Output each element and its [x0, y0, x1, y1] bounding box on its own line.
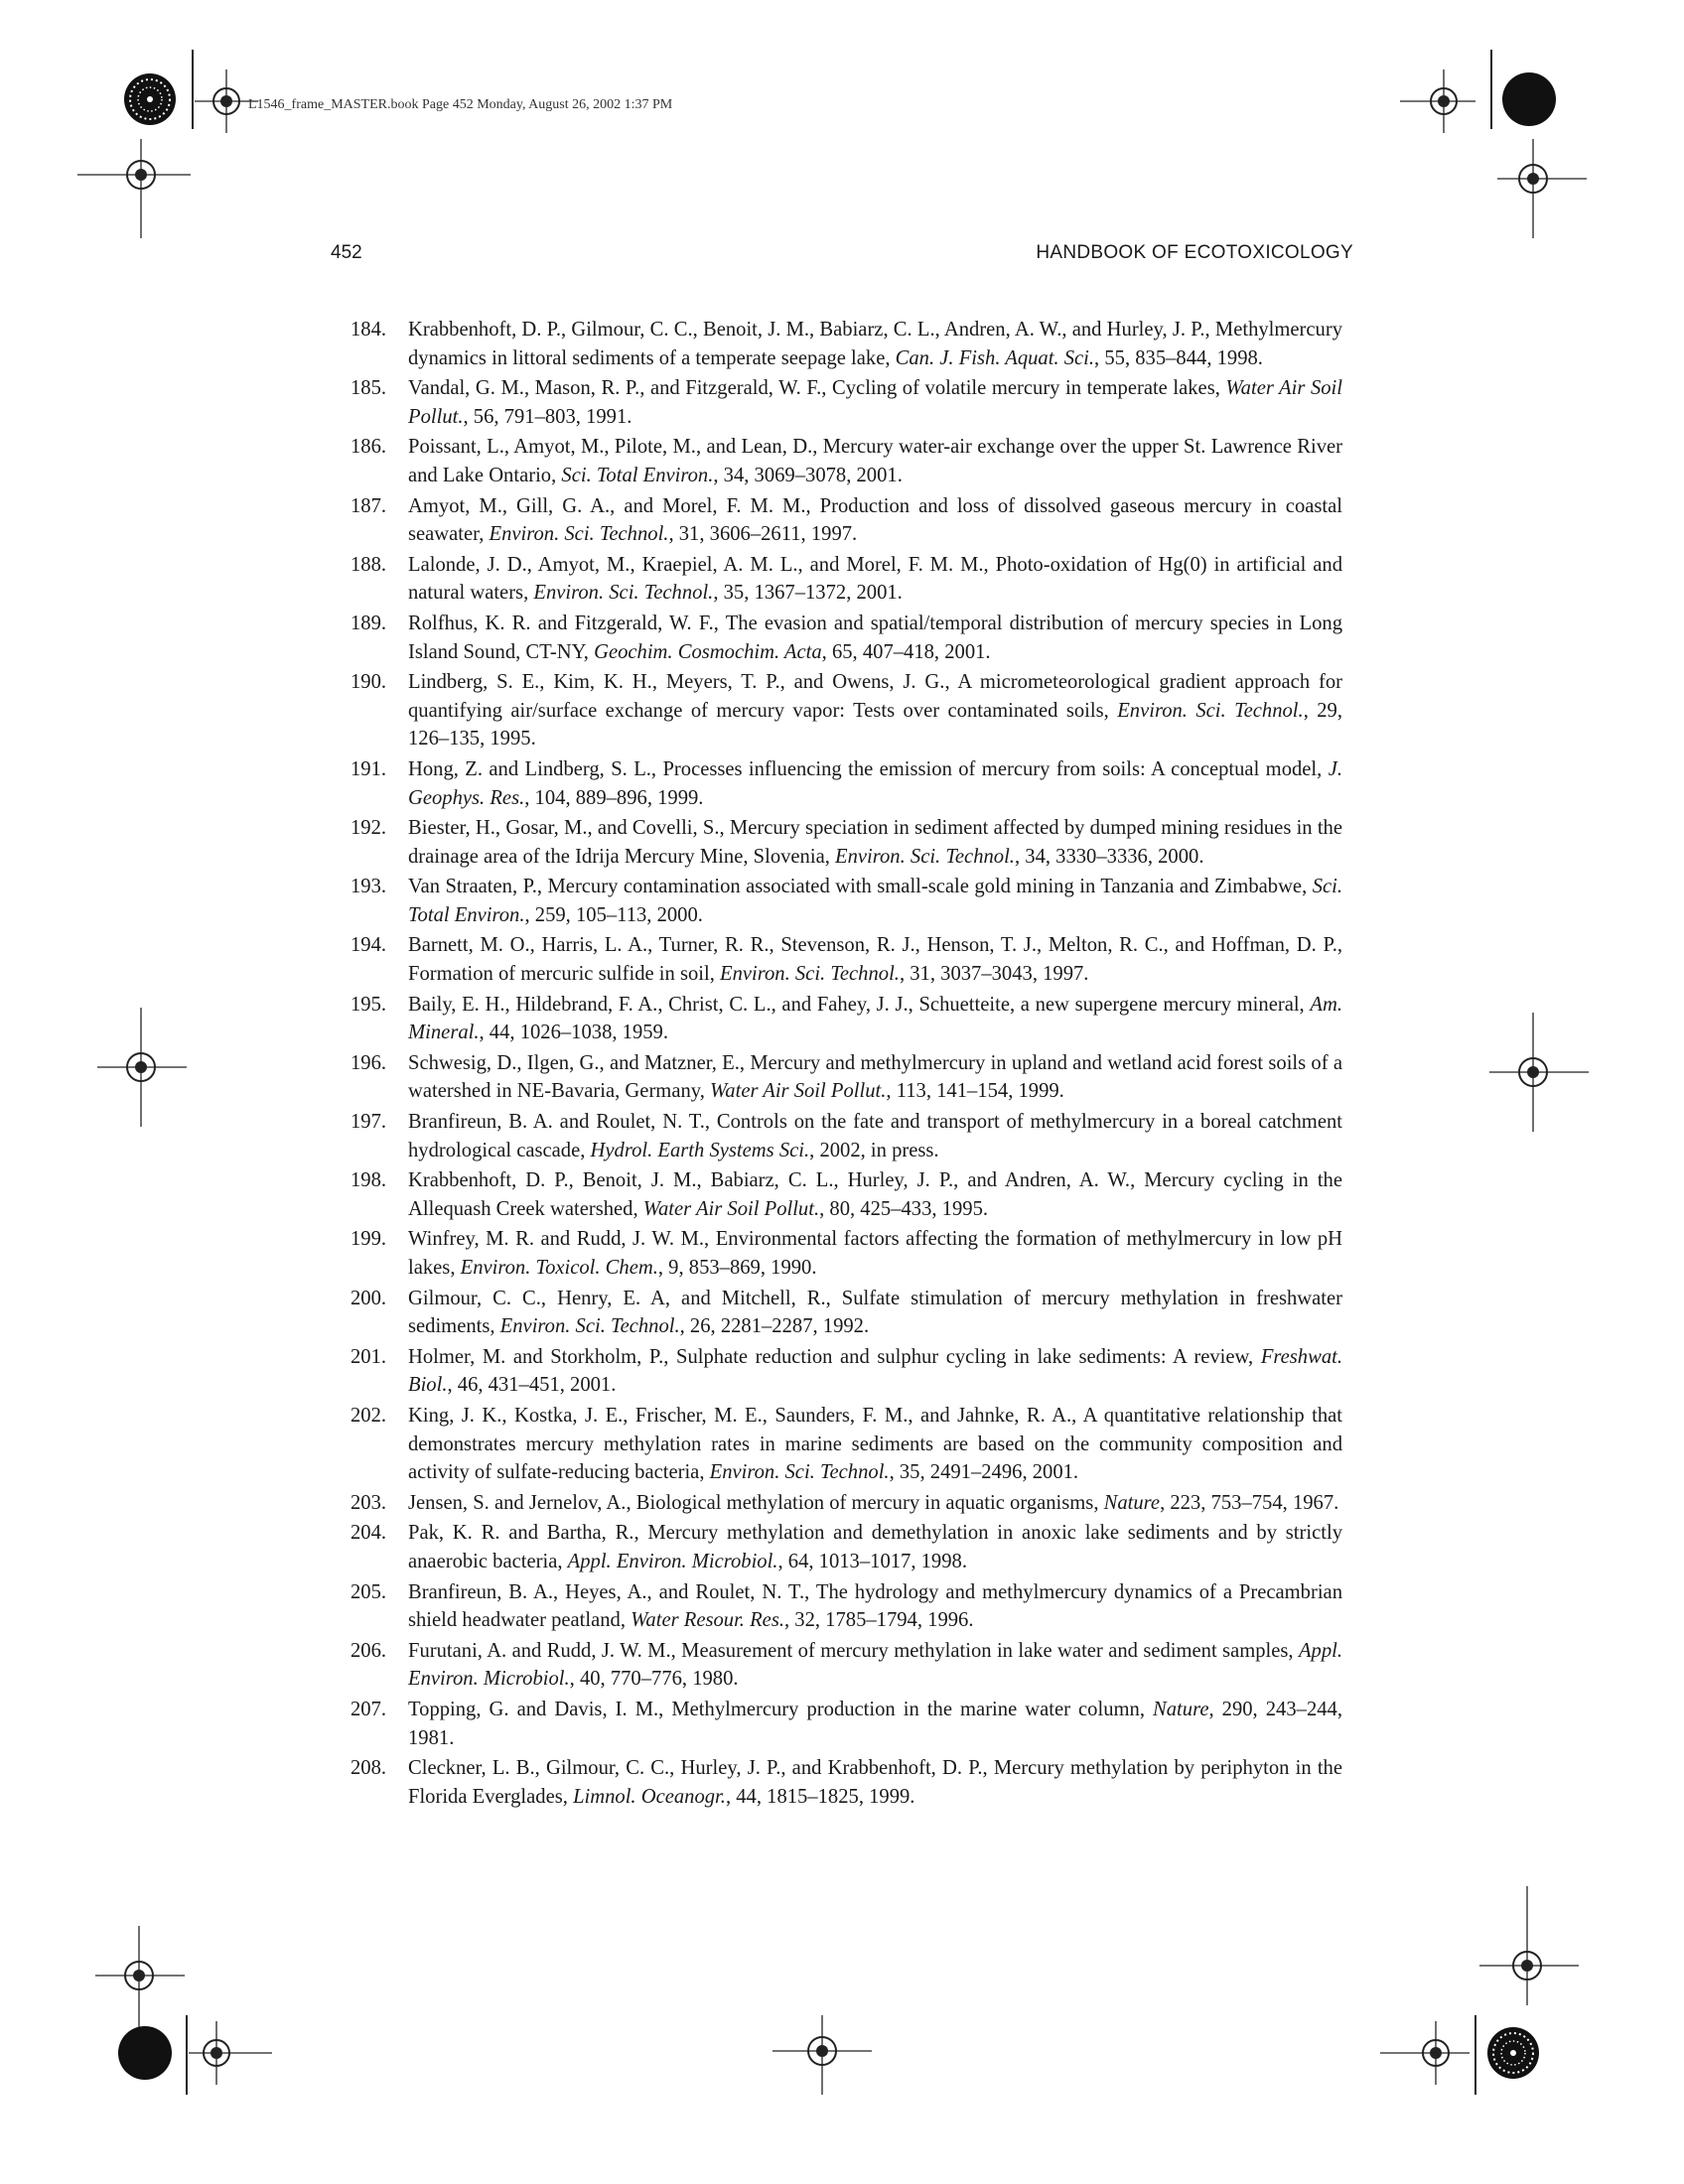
reference-number: 191. [351, 757, 387, 780]
journal-title: Hydrol. Earth Systems Sci. [590, 1139, 810, 1161]
reference-text: Pak, K. R. and Bartha, R., Mercury methylation and demethylation in anoxic lake sediments and by strictly anaerobic bacteria, [408, 1522, 1342, 1572]
crosshair-mid-left [97, 1008, 187, 1127]
crosshair-top-right-slug [1400, 69, 1475, 133]
reference-item [351, 991, 1342, 1047]
journal-title: Water Air Soil Pollut. [710, 1080, 887, 1103]
reference-text: King, J. K., Kostka, J. E., Frischer, M. E., Saunders, F. M., and Jahnke, R. A., A quantitative relationship that demonstrates mercury methylation rates in marine sediments are based on the community composition and activity of sulfate-reducing bacteria, [408, 1404, 1342, 1484]
book-title: HANDBOOK OF ECOTOXICOLOGY [1036, 242, 1353, 263]
journal-title: Freshwat. Biol. [408, 1345, 1342, 1397]
crosshair-top-left [107, 139, 191, 238]
reference-item [351, 1696, 1342, 1752]
reference-text: Vandal, G. M., Mason, R. P., and Fitzgerald, W. F., Cycling of volatile mercury in temperate lakes, [408, 377, 1226, 400]
crosshair-bottom-center [772, 2015, 872, 2095]
registration-dot-bottom-left [117, 2025, 173, 2081]
page-number: 452 [331, 242, 362, 263]
reference-number: 208. [351, 1757, 387, 1780]
reference-text: Jensen, S. and Jernelov, A., Biological methylation of mercury in aquatic organisms, [408, 1491, 1104, 1514]
reference-number: 195. [351, 993, 387, 1016]
reference-item [351, 1754, 1342, 1811]
reference-details: , 46, 431–451, 2001. [447, 1374, 617, 1397]
reference-details: , 55, 835–844, 1998. [1094, 346, 1263, 369]
journal-title: Water Air Soil Pollut. [408, 377, 1342, 428]
reference-details: , 56, 791–803, 1991. [463, 405, 632, 428]
crop-line-top-right [1489, 50, 1493, 129]
reference-number: 201. [351, 1345, 387, 1368]
reference-details: , 64, 1013–1017, 1998. [777, 1550, 967, 1572]
reference-details: , 44, 1815–1825, 1999. [725, 1785, 915, 1808]
reference-number: 196. [351, 1051, 387, 1074]
reference-item [351, 433, 1342, 489]
reference-number: 200. [351, 1287, 387, 1309]
journal-title: Geochim. Cosmochim. Acta [594, 640, 822, 663]
reference-number: 207. [351, 1698, 387, 1720]
reference-number: 190. [351, 671, 387, 694]
reference-number: 203. [351, 1491, 387, 1514]
reference-number: 187. [351, 494, 387, 517]
journal-title: Nature [1103, 1491, 1161, 1514]
journal-title: Environ. Sci. Technol. [835, 845, 1015, 868]
reference-number: 193. [351, 876, 387, 898]
reference-details: , 31, 3606–2611, 1997. [668, 523, 858, 546]
reference-details: , 26, 2281–2287, 1992. [679, 1315, 870, 1338]
reference-details: , 65, 407–418, 2001. [821, 640, 991, 663]
reference-item [351, 1578, 1342, 1635]
reference-item [351, 668, 1342, 753]
reference-details: , 9, 853–869, 1990. [657, 1257, 817, 1279]
journal-title: J. Geophys. Res. [408, 757, 1342, 809]
reference-number: 199. [351, 1228, 387, 1251]
reference-text: Rolfhus, K. R. and Fitzgerald, W. F., The evasion and spatial/temporal distribution of mercury species in Long Island Sound, CT-NY, [408, 612, 1342, 663]
journal-title: Environ. Sci. Technol. [499, 1315, 680, 1338]
reference-number: 192. [351, 817, 387, 840]
reference-text: Furutani, A. and Rudd, J. W. M., Measurement of mercury methylation in lake water and sediment samples, [408, 1639, 1299, 1662]
registration-starburst-top-left [122, 71, 178, 127]
reference-text: Biester, H., Gosar, M., and Covelli, S., Mercury speciation in sediment affected by dumped mining residues in the drainage area of the Idrija Mercury Mine, Slovenia, [408, 817, 1342, 868]
reference-item [351, 610, 1342, 666]
reference-text: Barnett, M. O., Harris, L. A., Turner, R. R., Stevenson, R. J., Henson, T. J., Melton, R. C., and Hoffman, D. P., Formation of mercuric sulfide in soil, [408, 934, 1342, 986]
reference-number: 197. [351, 1111, 387, 1134]
journal-title: Am. Mineral. [408, 993, 1342, 1044]
reference-number: 194. [351, 934, 387, 957]
reference-details: , 259, 105–113, 2000. [524, 903, 703, 926]
journal-title: Environ. Sci. Technol. [489, 523, 669, 546]
journal-title: Appl. Environ. Microbiol. [408, 1639, 1342, 1691]
reference-details: , 34, 3330–3336, 2000. [1014, 845, 1204, 868]
journal-title: Environ. Toxicol. Chem. [460, 1257, 658, 1279]
reference-item [351, 814, 1342, 871]
reference-number: 184. [351, 319, 387, 341]
reference-text: Amyot, M., Gill, G. A., and Morel, F. M. M., Production and loss of dissolved gaseous mercury in coastal seawater, [408, 494, 1342, 546]
reference-details: , 31, 3037–3043, 1997. [899, 963, 1089, 986]
reference-item [351, 316, 1342, 372]
journal-title: Appl. Environ. Microbiol. [567, 1550, 778, 1572]
print-slug: L1546_frame_MASTER.book Page 452 Monday, August 26, 2002 1:37 PM [248, 97, 673, 112]
journal-title: Environ. Sci. Technol. [1117, 699, 1304, 722]
reference-item [351, 551, 1342, 608]
reference-details: , 35, 2491–2496, 2001. [889, 1461, 1079, 1484]
reference-number: 189. [351, 612, 387, 634]
reference-item [351, 1489, 1342, 1518]
reference-text: Schwesig, D., Ilgen, G., and Matzner, E., Mercury and methylmercury in upland and wetland acid forest soils of a watershed in NE-Bavaria, Germany, [408, 1051, 1342, 1103]
reference-details: , 29, 126–135, 1995. [408, 699, 1342, 751]
reference-number: 205. [351, 1580, 387, 1603]
reference-number: 188. [351, 553, 387, 576]
reference-item [351, 1637, 1342, 1694]
reference-item [351, 374, 1342, 431]
reference-item [351, 1343, 1342, 1400]
registration-dot-top-right [1501, 71, 1557, 127]
journal-title: Water Resour. Res. [631, 1609, 784, 1632]
reference-details: , 104, 889–896, 1999. [524, 786, 704, 809]
journal-title: Environ. Sci. Technol. [709, 1461, 890, 1484]
reference-number: 198. [351, 1169, 387, 1192]
reference-item [351, 1225, 1342, 1282]
crosshair-bottom-left [95, 1926, 185, 2035]
reference-text: Baily, E. H., Hildebrand, F. A., Christ, C. L., and Fahey, J. J., Schuetteite, a new supergene mercury mineral, [408, 993, 1311, 1016]
reference-item [351, 1166, 1342, 1223]
reference-details: , 223, 753–754, 1967. [1160, 1491, 1339, 1514]
reference-details: , 44, 1026–1038, 1959. [479, 1022, 668, 1044]
journal-title: Water Air Soil Pollut. [642, 1197, 820, 1220]
reference-text: Lindberg, S. E., Kim, K. H., Meyers, T. P., and Owens, J. G., A micrometeorological gradient approach for quantifying air/surface exchange of mercury vapor: Tests over contaminated soils, [408, 671, 1342, 722]
journal-title: Limnol. Oceanogr. [573, 1785, 726, 1808]
reference-details: , 35, 1367–1372, 2001. [713, 582, 903, 605]
reference-text: Poissant, L., Amyot, M., Pilote, M., and Lean, D., Mercury water-air exchange over the upper St. Lawrence River and Lake Ontario, [408, 436, 1342, 486]
reference-text: Krabbenhoft, D. P., Gilmour, C. C., Benoit, J. M., Babiarz, C. L., Andren, A. W., and Hurley, J. P., Methylmercury dynamics in littoral sediments of a temperate seepage lake, [408, 319, 1342, 369]
crosshair-mid-right [1489, 1013, 1589, 1132]
journal-title: Sci. Total Environ. [408, 876, 1342, 926]
journal-title: Environ. Sci. Technol. [720, 963, 900, 986]
reference-item [351, 1402, 1342, 1487]
reference-text: Topping, G. and Davis, I. M., Methylmercury production in the marine water column, [408, 1698, 1154, 1720]
crosshair-bottom-right-slug [1380, 2021, 1470, 2085]
reference-details: , 290, 243–244, 1981. [408, 1698, 1342, 1749]
reference-number: 185. [351, 377, 387, 400]
reference-text: Branfireun, B. A. and Roulet, N. T., Controls on the fate and transport of methylmercury in a boreal catchment hydrological cascade, [408, 1111, 1342, 1161]
reference-number: 202. [351, 1404, 387, 1427]
reference-text: Hong, Z. and Lindberg, S. L., Processes influencing the emission of mercury from soils: A conceptual model, [408, 757, 1329, 780]
crosshair-bottom-right [1479, 1886, 1579, 2005]
reference-item [351, 931, 1342, 988]
reference-item [351, 1049, 1342, 1106]
reference-item [351, 1108, 1342, 1164]
reference-details: , 2002, in press. [809, 1139, 939, 1161]
reference-text: Cleckner, L. B., Gilmour, C. C., Hurley, J. P., and Krabbenhoft, D. P., Mercury methylation by periphyton in the Florida Everglades, [408, 1757, 1342, 1808]
crosshair-top-right [1497, 139, 1587, 238]
crosshair-bottom-left-slug [189, 2021, 272, 2085]
reference-number: 204. [351, 1522, 387, 1545]
reference-details: , 113, 141–154, 1999. [886, 1080, 1064, 1103]
journal-title: Nature [1153, 1698, 1209, 1720]
reference-list [351, 316, 1342, 1813]
reference-text: Lalonde, J. D., Amyot, M., Kraepiel, A. M. L., and Morel, F. M. M., Photo-oxidation of Hg(0) in artificial and natural waters, [408, 553, 1342, 605]
crop-line-bottom-right [1474, 2015, 1477, 2095]
reference-text: Branfireun, B. A., Heyes, A., and Roulet, N. T., The hydrology and methylmercury dynamics of a Precambrian shield headwater peatland, [408, 1580, 1342, 1632]
reference-text: Gilmour, C. C., Henry, E. A, and Mitchell, R., Sulfate stimulation of mercury methylation in freshwater sediments, [408, 1287, 1342, 1338]
reference-details: , 32, 1785–1794, 1996. [783, 1609, 974, 1632]
journal-title: Environ. Sci. Technol. [533, 582, 714, 605]
reference-details: , 40, 770–776, 1980. [569, 1668, 739, 1691]
journal-title: Sci. Total Environ. [561, 464, 714, 486]
reference-details: , 80, 425–433, 1995. [819, 1197, 989, 1220]
reference-text: Krabbenhoft, D. P., Benoit, J. M., Babiarz, C. L., Hurley, J. P., and Andren, A. W., Mercury cycling in the Allequash Creek watershed, [408, 1169, 1342, 1220]
reference-details: , 34, 3069–3078, 2001. [713, 464, 903, 486]
reference-text: Holmer, M. and Storkholm, P., Sulphate reduction and sulphur cycling in lake sediments: A review, [408, 1345, 1261, 1368]
reference-item [351, 1285, 1342, 1341]
reference-item [351, 755, 1342, 812]
reference-number: 206. [351, 1639, 387, 1662]
reference-text: Van Straaten, P., Mercury contamination associated with small-scale gold mining in Tanzania and Zimbabwe, [408, 876, 1313, 898]
registration-starburst-bottom-right [1485, 2025, 1541, 2081]
reference-number: 186. [351, 436, 387, 459]
reference-item [351, 1519, 1342, 1575]
reference-text: Winfrey, M. R. and Rudd, J. W. M., Environmental factors affecting the formation of methylmercury in low pH lakes, [408, 1228, 1342, 1279]
reference-item [351, 873, 1342, 929]
reference-item [351, 492, 1342, 549]
journal-title: Can. J. Fish. Aquat. Sci. [895, 346, 1095, 369]
